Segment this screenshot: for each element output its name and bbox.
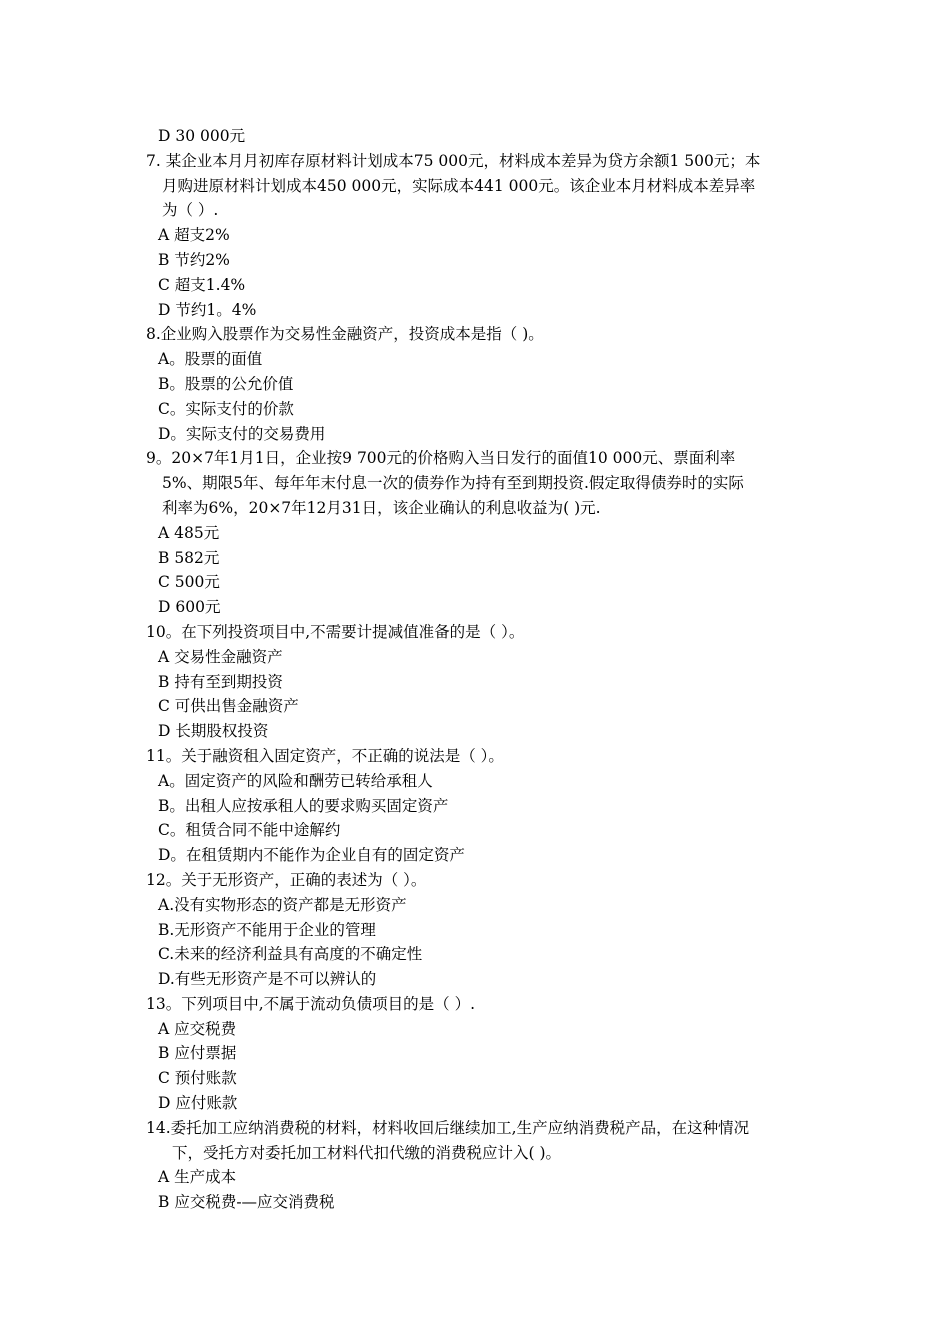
option-line: D.有些无形资产是不可以辨认的 [158, 970, 377, 989]
option-line: D。实际支付的交易费用 [158, 424, 326, 443]
option-line: A.没有实物形态的资产都是无形资产 [158, 895, 407, 914]
option-line: C。租赁合同不能中途解约 [158, 821, 341, 840]
question-line: 8.企业购入股票作为交易性金融资产，投资成本是指（ )。 [146, 325, 544, 344]
question-continuation-line: 利率为6%，20×7年12月31日，该企业确认的利息收益为( )元. [162, 498, 601, 517]
option-line: B 节约2% [158, 250, 230, 269]
question-line: 13。下列项目中,不属于流动负债项目的是（ ）. [146, 994, 476, 1013]
option-line: D 节约1。4% [158, 300, 257, 319]
option-line: A 交易性金融资产 [158, 647, 283, 666]
option-line: B.无形资产不能用于企业的管理 [158, 920, 376, 939]
option-line: C 预付账款 [158, 1069, 237, 1088]
option-line: D。在租赁期内不能作为企业自有的固定资产 [158, 846, 465, 865]
document-page [0, 124, 950, 1215]
option-line: C 可供出售金融资产 [158, 697, 299, 716]
option-line: A。股票的面值 [158, 350, 263, 369]
option-line: A 生产成本 [158, 1168, 237, 1187]
option-line: D 30 000元 [158, 127, 246, 145]
option-line: B 582元 [158, 548, 220, 567]
option-line: D 600元 [158, 598, 221, 617]
option-line: A 超支2% [158, 226, 230, 245]
option-line: D 长期股权投资 [158, 722, 269, 741]
option-line: C.未来的经济利益具有高度的不确定性 [158, 945, 423, 964]
question-line: 10。在下列投资项目中,不需要计提减值准备的是（ ）。 [146, 622, 525, 641]
option-line: A 应交税费 [158, 1019, 237, 1038]
option-line: B。股票的公允价值 [158, 374, 294, 393]
question-line: 11。关于融资租入固定资产，不正确的说法是（ ）。 [146, 746, 504, 765]
option-line: C 超支1.4% [158, 275, 246, 294]
question-line: 12。关于无形资产，正确的表述为（ ）。 [146, 870, 427, 889]
option-line: B。出租人应按承租人的要求购买固定资产 [158, 796, 449, 815]
question-continuation-line: 5%、期限5年、每年年末付息一次的债券作为持有至到期投资.假定取得债券时的实际 [162, 474, 744, 493]
question-line: 14.委托加工应纳消费税的材料，材料收回后继续加工,生产应纳消费税产品，在这种情况 [146, 1118, 750, 1137]
question-continuation-line: 月购进原材料计划成本450 000元，实际成本441 000元。该企业本月材料成本差异率 [162, 176, 756, 195]
option-line: B 应付票据 [158, 1044, 237, 1063]
option-line: B 应交税费-—应交消费税 [158, 1193, 335, 1212]
option-line: D 应付账款 [158, 1094, 238, 1113]
option-line: C。实际支付的价款 [158, 399, 294, 418]
question-line: 7. 某企业本月月初库存原材料计划成本75 000元，材料成本差异为贷方余额1 500元；本 [146, 151, 761, 170]
option-line: A 485元 [158, 523, 220, 542]
question-continuation-line: 下，受托方对委托加工材料代扣代缴的消费税应计入( )。 [172, 1143, 562, 1162]
option-line: B 持有至到期投资 [158, 672, 283, 691]
question-continuation-line: 为（ ）. [162, 201, 219, 220]
question-line: 9。20×7年1月1日，企业按9 700元的价格购入当日发行的面值10 000元、票面利率 [146, 449, 736, 468]
option-line: A。固定资产的风险和酬劳已转给承租人 [158, 771, 433, 790]
option-line: C 500元 [158, 573, 220, 592]
